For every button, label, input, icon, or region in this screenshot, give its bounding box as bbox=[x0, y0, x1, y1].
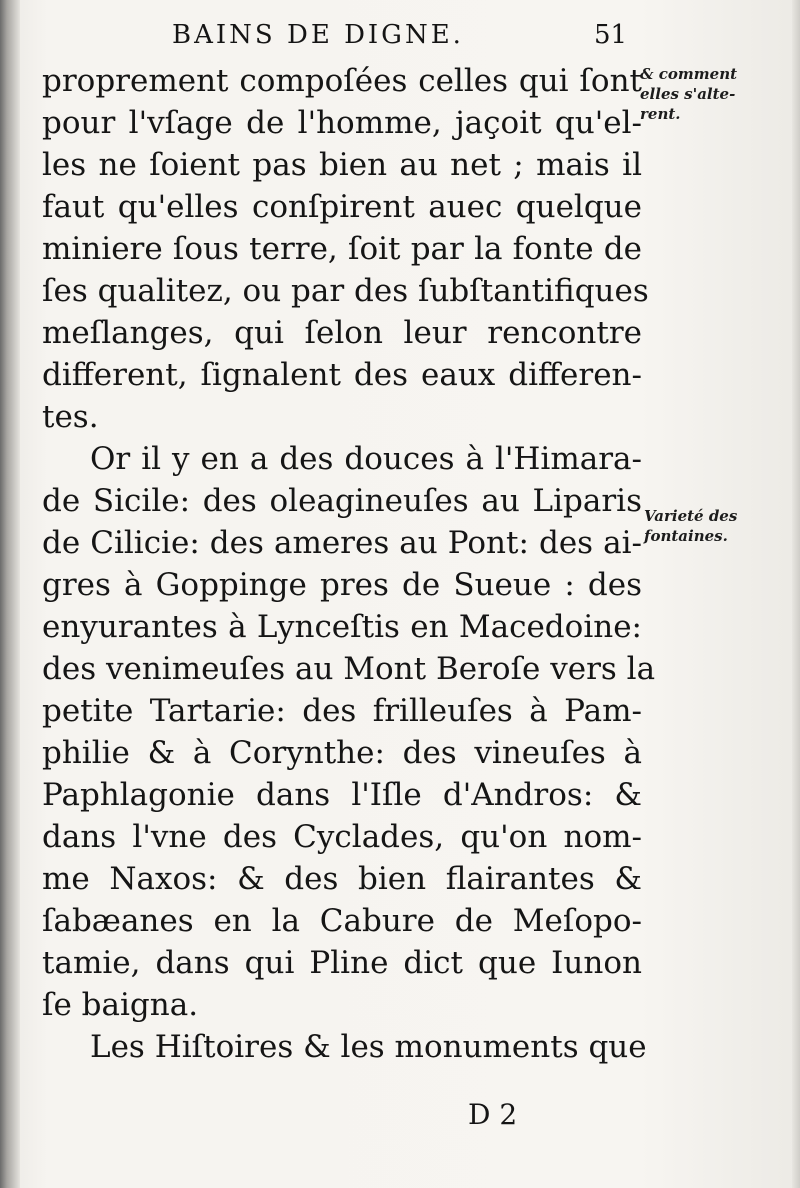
text-line: ſabæanes en la Cabure de Meſopo- bbox=[42, 903, 642, 939]
text-line: ſe baigna. bbox=[42, 987, 199, 1023]
text-line: faut qu'elles conſpirent auec quelque bbox=[42, 189, 642, 225]
text-line: meſlanges, qui ſelon leur rencontre bbox=[42, 315, 642, 351]
text-line: petite Tartarie: des frilleuſes à Pam- bbox=[42, 693, 642, 729]
page-binding-shadow bbox=[0, 0, 20, 1188]
main-text bbox=[42, 60, 656, 1068]
paragraph-start-line: Les Hiſtoires & les monuments que bbox=[90, 1029, 647, 1065]
text-line: philie & à Corynthe: des vineuſes à bbox=[42, 735, 642, 771]
text-line: les ne ſoient pas bien au net ; mais il bbox=[42, 147, 642, 183]
text-line: de Sicile: des oleagineuſes au Liparis bbox=[42, 483, 642, 519]
paragraph-start-line: Or il y en a des douces à l'Himara- bbox=[90, 441, 642, 477]
text-line: dans l'vne des Cyclades, qu'on nom- bbox=[42, 819, 642, 855]
text-line: pour l'vſage de l'homme, jaçoit qu'el- bbox=[42, 105, 642, 141]
marginal-note-line: rent. bbox=[640, 105, 681, 123]
marginal-note-line: Varieté des bbox=[644, 507, 738, 525]
text-line: proprement compoſées celles qui ſont bbox=[42, 63, 642, 99]
signature-mark: D 2 bbox=[468, 1098, 518, 1131]
marginal-note-line: & comment bbox=[640, 65, 738, 83]
text-line: de Cilicie: des ameres au Pont: des ai- bbox=[42, 525, 642, 561]
text-line: Paphlagonie dans l'Iſle d'Andros: & bbox=[42, 777, 642, 813]
text-line: me Naxos: & des bien flairantes & bbox=[42, 861, 642, 897]
text-line: tes. bbox=[42, 399, 99, 435]
page-edge-shadow bbox=[792, 0, 800, 1188]
marginal-note-alteration bbox=[640, 64, 737, 124]
page-number: 51 bbox=[594, 20, 628, 50]
text-line: different, ſignalent des eaux differen- bbox=[42, 357, 642, 393]
text-line: enyurantes à Lynceſtis en Macedoine: bbox=[42, 609, 642, 645]
marginal-note-fontaines bbox=[644, 506, 737, 546]
marginal-note-line: elles s'alte- bbox=[640, 85, 736, 103]
text-line: tamie, dans qui Pline dict que Iunon bbox=[42, 945, 642, 981]
text-line: ſes qualitez, ou par des ſubſtantifiques bbox=[42, 273, 649, 309]
text-line: miniere ſous terre, ſoit par la fonte de bbox=[42, 231, 642, 267]
marginal-note-line: fontaines. bbox=[644, 527, 728, 545]
text-line: des venimeuſes au Mont Beroſe vers la bbox=[42, 651, 656, 687]
text-line: gres à Goppinge pres de Sueue : des bbox=[42, 567, 642, 603]
running-title: BAINS DE DIGNE. bbox=[172, 20, 464, 50]
